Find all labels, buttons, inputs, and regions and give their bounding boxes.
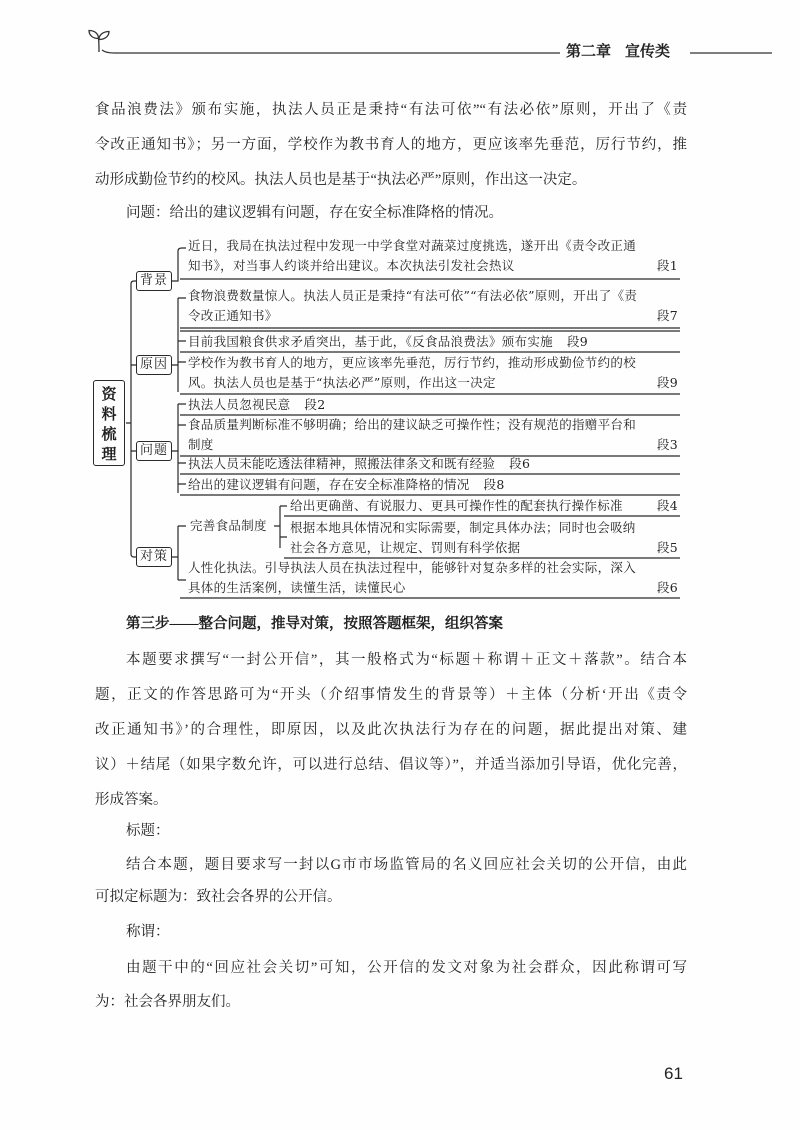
problem-item-3 xyxy=(188,454,680,474)
solution-subitem-1 xyxy=(290,496,680,516)
title-line-2: 可拟定标题为：致社会各界的公开信。 xyxy=(95,889,342,905)
step3-line-1: 本题要求撰写“一封公开信”，其一般格式为“标题＋称谓＋正文＋落款”。结合本 xyxy=(126,652,687,668)
item-text: 近日，我局在执法过程中发现一中学食堂对蔬菜过度挑选，遂开出《责令改正通知书》，对当事人约谈并给出建议。本次执法引发社会热议 xyxy=(188,238,637,273)
item-text: 执法人员未能吃透法律精神，照搬法律条文和既有经验 xyxy=(188,456,496,471)
problem-note: 问题：给出的建议逻辑有问题，存在安全标准降格的情况。 xyxy=(126,205,503,221)
item-ref: 段6 xyxy=(656,580,678,595)
item-text: 学校作为教书育人的地方，更应该率先垂范，厉行节约，推动形成勤俭节约的校风。执法人员也是基于“执法必严”原则，作出这一决定 xyxy=(188,355,637,390)
title-heading: 标题： xyxy=(126,823,170,839)
intro-line-2: 令改正通知书》；另一方面，学校作为教书育人的地方，更应该率先垂范，厉行节约，推 xyxy=(95,137,687,153)
problem-item-1 xyxy=(188,395,680,415)
section-label: 宣传类 xyxy=(625,44,671,60)
running-header xyxy=(566,41,670,63)
item-ref: 段4 xyxy=(656,498,678,513)
item-text: 目前我国粮食供求矛盾突出，基于此，《反食品浪费法》颁布实施 xyxy=(188,334,553,349)
salutation-line-1: 由题干中的“回应社会关切”可知，公开信的发文对象为社会群众，因此称谓可写 xyxy=(126,960,687,976)
solution-item-2 xyxy=(188,558,680,598)
solution-sub-bracket xyxy=(274,506,287,548)
mind-map-root-label: 资料梳理 xyxy=(101,385,117,463)
salutation-heading: 称谓： xyxy=(126,924,170,940)
item-text: 人性化执法。引导执法人员在执法过程中，能够针对复杂多样的社会实际，深入具体的生活案例，读懂生活，读懂民心 xyxy=(188,560,637,595)
item-text: 执法人员忽视民意 xyxy=(188,397,291,412)
item-text: 给出的建议逻辑有问题，存在安全标准降格的情况 xyxy=(188,477,470,492)
item-ref: 段7 xyxy=(656,308,678,323)
background-bracket xyxy=(172,248,186,281)
item-ref: 段2 xyxy=(304,397,326,412)
root-bracket xyxy=(126,281,136,557)
item-text: 食物浪费数量惊人。执法人员正是秉持“有法可依”“有法必依”原则，开出了《责令改正通知书》 xyxy=(188,288,638,323)
item-ref: 段6 xyxy=(509,456,531,471)
item-text: 根据本地具体情况和实际需要，制定具体办法；同时也会吸纳社会各方意见，让规定、罚则有科学依据 xyxy=(290,520,636,555)
chapter-label: 第二章 xyxy=(566,44,612,60)
step3-line-4: 议）＋结尾（如果字数允许，可以进行总结、倡议等）”，并适当添加引导语，优化完善， xyxy=(95,757,687,773)
item-ref: 段1 xyxy=(656,258,678,273)
solution-bracket xyxy=(172,526,186,580)
item-ref: 段8 xyxy=(483,477,505,492)
item-text: 食品质量判断标准不够明确；给出的建议缺乏可操作性；没有规范的指赠平台和制度 xyxy=(188,417,637,452)
branch-label-background: 背景 xyxy=(136,271,172,291)
step3-line-2: 题，正文的作答思路可为“开头（介绍事情发生的背景等）＋主体（分析‘开出《责令 xyxy=(95,687,687,703)
branch-label-cause: 原因 xyxy=(136,355,172,375)
step3-line-3: 改正通知书》’的合理性，即原因，以及此次执法行为存在的问题，据此提出对策、建 xyxy=(95,722,687,738)
item-ref: 段5 xyxy=(656,540,678,555)
branch-label-problem: 问题 xyxy=(136,441,172,461)
step3-line-5: 形成答案。 xyxy=(95,792,168,808)
problem-bracket xyxy=(172,404,186,493)
page-number: 61 xyxy=(664,1064,683,1083)
solution-group-label: 完善食品制度 xyxy=(190,518,267,533)
item-ref: 段9 xyxy=(566,334,589,349)
step3-heading: 第三步——整合问题，推导对策，按照答题框架，组织答案 xyxy=(126,616,503,632)
cause-item-2 xyxy=(188,332,680,352)
mind-map-root xyxy=(93,380,125,466)
item-text: 给出更确凿、有说服力、更具可操作性的配套执行操作标准 xyxy=(290,498,623,513)
background-item-1 xyxy=(188,236,680,276)
problem-item-4 xyxy=(188,475,680,495)
title-line-1: 结合本题，题目要求写一封以G市市场监管局的名义回应社会关切的公开信，由此 xyxy=(126,857,687,873)
cause-bracket xyxy=(172,298,186,392)
item-ref: 段3 xyxy=(656,437,678,452)
header-rule xyxy=(0,0,800,80)
solution-subitem-2 xyxy=(290,518,680,558)
item-ref: 段9 xyxy=(656,375,678,390)
cause-item-3 xyxy=(188,353,680,393)
intro-line-1: 食品浪费法》颁布实施，执法人员正是秉持“有法可依”“有法必依”原则，开出了《责 xyxy=(95,102,687,118)
cause-item-1 xyxy=(188,286,680,326)
problem-item-2 xyxy=(188,415,680,455)
branch-label-solution: 对策 xyxy=(136,547,172,567)
salutation-line-2: 为：社会各界朋友们。 xyxy=(95,994,240,1010)
intro-line-3: 动形成勤俭节约的校风。执法人员也是基于“执法必严”原则，作出这一决定。 xyxy=(95,172,587,188)
